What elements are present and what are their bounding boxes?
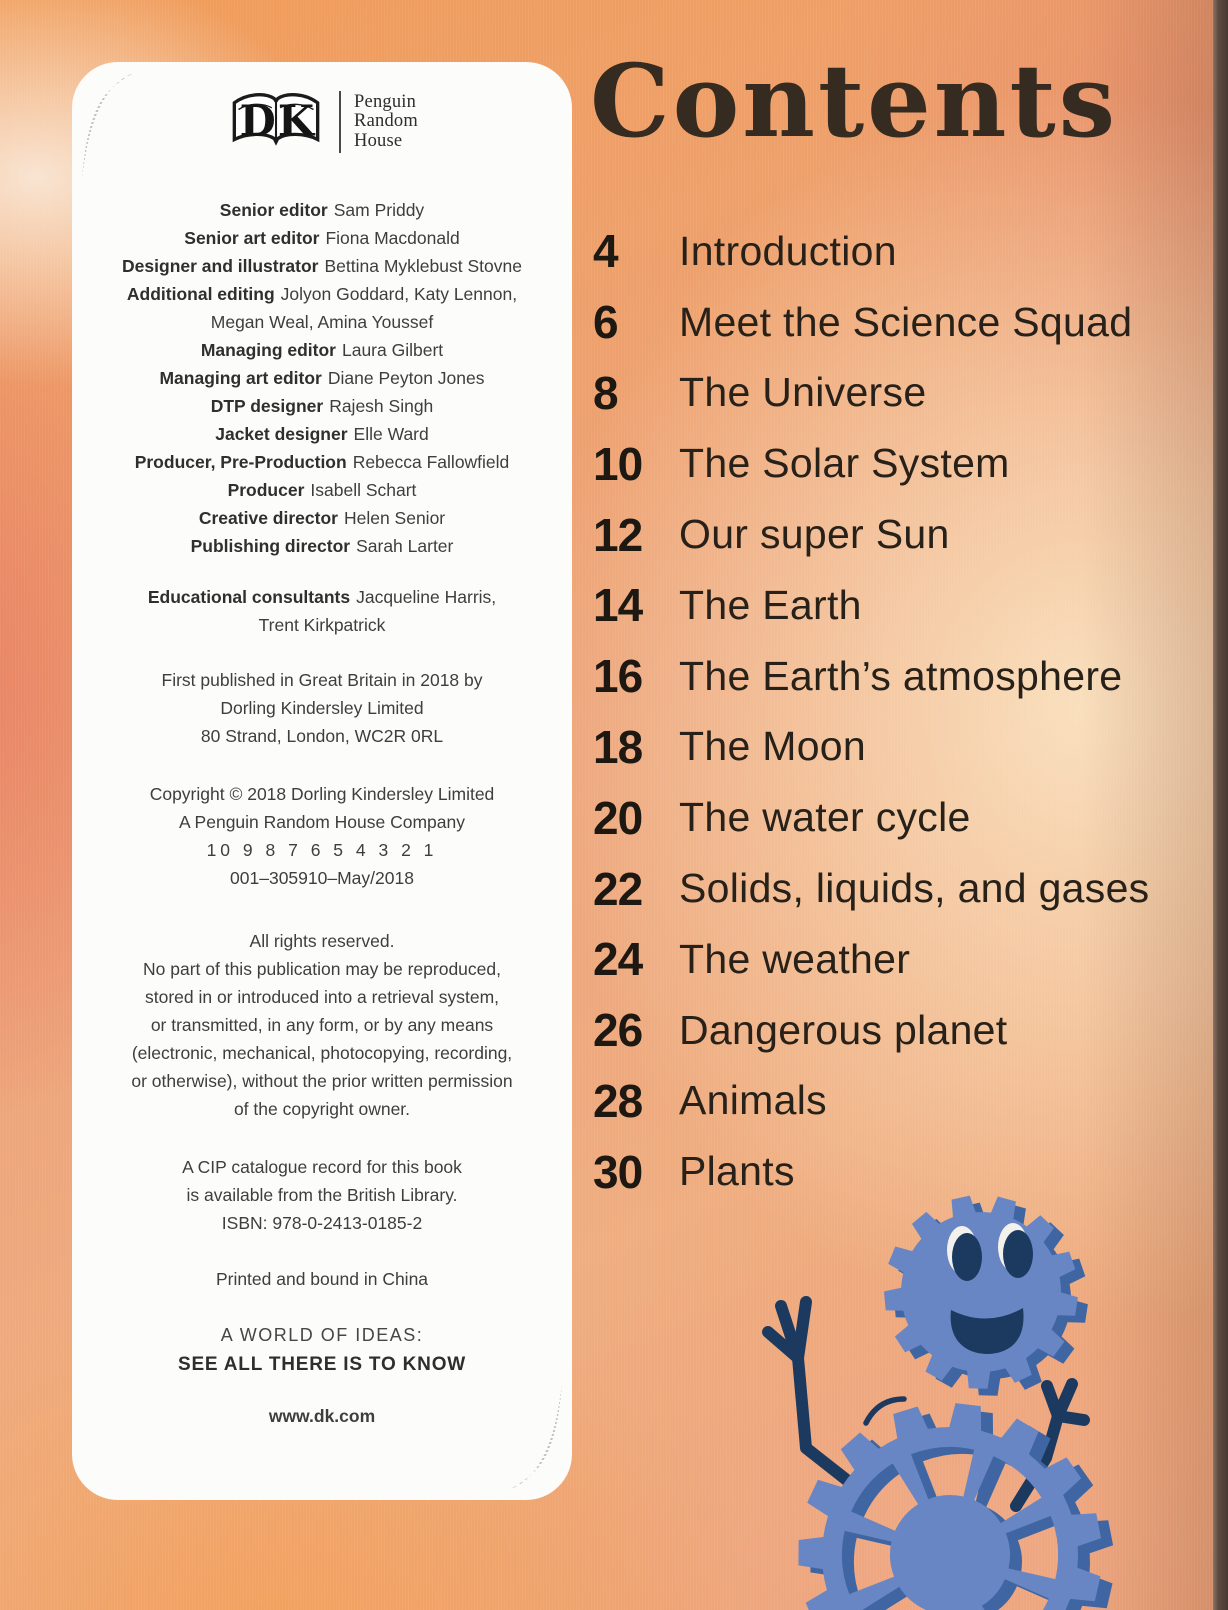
printed-block bbox=[72, 1265, 572, 1293]
dk-logo bbox=[226, 86, 326, 158]
toc-page-number: 4 bbox=[593, 225, 618, 278]
toc-item-title: The weather bbox=[679, 935, 911, 982]
credit-value: Sarah Larter bbox=[356, 536, 454, 556]
toc-row bbox=[593, 853, 1221, 924]
toc-page-number: 24 bbox=[593, 933, 643, 986]
credit-line bbox=[72, 280, 572, 308]
toc-row bbox=[593, 570, 1221, 641]
rights-line: (electronic, mechanical, photocopying, recording, bbox=[131, 1043, 513, 1063]
toc-page-number: 30 bbox=[593, 1145, 643, 1198]
rights-block bbox=[72, 927, 572, 1123]
toc-page-number: 10 bbox=[593, 437, 643, 490]
credit-label: Producer, Pre-Production bbox=[134, 452, 347, 472]
consultants-value: Jacqueline Harris, bbox=[356, 587, 497, 607]
smile-mouth-icon bbox=[951, 1308, 1024, 1354]
toc-item-title: Introduction bbox=[679, 227, 897, 274]
credit-label: Jacket designer bbox=[215, 424, 348, 444]
toc-item-title: The Universe bbox=[679, 369, 927, 416]
credit-label: Additional editing bbox=[126, 284, 275, 304]
dk-letter-k: K bbox=[277, 96, 315, 146]
credit-label: Producer bbox=[227, 480, 305, 500]
body-gear-shadow bbox=[810, 1410, 1113, 1610]
print-run-numbers: 10 9 8 7 6 5 4 3 2 1 bbox=[206, 840, 438, 860]
toc-item-title: The Earth bbox=[679, 581, 862, 628]
toc-page-number: 8 bbox=[593, 366, 618, 419]
credit-line bbox=[72, 364, 572, 392]
credit-line bbox=[72, 476, 572, 504]
contents-title: Contents bbox=[590, 42, 1119, 160]
toc-page-number: 26 bbox=[593, 1004, 643, 1057]
printed-line: Printed and bound in China bbox=[215, 1269, 429, 1289]
toc-page-number: 16 bbox=[593, 650, 643, 703]
credit-value: Jolyon Goddard, Katy Lennon, bbox=[280, 284, 518, 304]
toc-item-title: Plants bbox=[679, 1148, 795, 1195]
credit-line bbox=[72, 336, 572, 364]
toc-item-title: Dangerous planet bbox=[679, 1006, 1008, 1053]
toc-row bbox=[593, 428, 1221, 499]
rights-line: of the copyright owner. bbox=[233, 1099, 411, 1119]
credit-line bbox=[72, 392, 572, 420]
credit-line bbox=[72, 448, 572, 476]
rights-line: or transmitted, in any form, or by any means bbox=[150, 1015, 494, 1035]
credit-line bbox=[72, 308, 572, 336]
credit-value: Laura Gilbert bbox=[341, 340, 444, 360]
credit-value: Megan Weal, Amina Youssef bbox=[210, 312, 434, 332]
logo-divider bbox=[339, 91, 341, 153]
rights-line: All rights reserved. bbox=[249, 931, 395, 951]
toc-page-number: 22 bbox=[593, 862, 643, 915]
toc-item-title: Our super Sun bbox=[679, 511, 950, 558]
edition-code: 001–305910–May/2018 bbox=[230, 868, 414, 888]
cip-block bbox=[72, 1153, 572, 1237]
body-gear bbox=[798, 1403, 1101, 1610]
cip-line: A CIP catalogue record for this book bbox=[182, 1157, 462, 1177]
consultants-line bbox=[72, 583, 572, 611]
page-edge-shadow bbox=[1213, 0, 1228, 1610]
toc-page-number: 12 bbox=[593, 508, 643, 561]
copyright-line: A Penguin Random House Company bbox=[178, 812, 465, 832]
publisher-logo-row bbox=[72, 86, 572, 158]
head-gear-shadow bbox=[894, 1203, 1088, 1396]
isbn: ISBN: 978-0-2413-0185-2 bbox=[221, 1213, 423, 1233]
credit-value: Sam Priddy bbox=[333, 200, 425, 220]
toc-row bbox=[593, 1066, 1221, 1137]
credit-label: Managing editor bbox=[200, 340, 336, 360]
consultants-block bbox=[72, 583, 572, 639]
credit-value: Rajesh Singh bbox=[329, 396, 434, 416]
toc-page-number: 20 bbox=[593, 791, 643, 844]
table-of-contents bbox=[593, 216, 1221, 1207]
rights-line: stored in or introduced into a retrieval system, bbox=[144, 987, 500, 1007]
copyright-block bbox=[72, 780, 572, 892]
credit-line bbox=[72, 532, 572, 560]
credit-value: Elle Ward bbox=[353, 424, 429, 444]
toc-row bbox=[593, 216, 1221, 287]
gear-character-face bbox=[947, 1223, 1033, 1354]
toc-item-title: Animals bbox=[679, 1077, 827, 1124]
credit-line bbox=[72, 196, 572, 224]
penguin-random-house-wordmark bbox=[354, 93, 418, 152]
toc-row bbox=[593, 1136, 1221, 1207]
imprint-line: Penguin bbox=[354, 91, 417, 112]
publication-line: Dorling Kindersley Limited bbox=[220, 698, 424, 718]
toc-item-title: The Earth’s atmosphere bbox=[679, 652, 1123, 699]
toc-item-title: Meet the Science Squad bbox=[679, 298, 1133, 345]
consultants-label: Educational consultants bbox=[147, 587, 351, 607]
credit-label: Designer and illustrator bbox=[122, 256, 319, 276]
toc-row bbox=[593, 287, 1221, 358]
publication-line: 80 Strand, London, WC2R 0RL bbox=[200, 726, 444, 746]
credit-value: Rebecca Fallowfield bbox=[352, 452, 510, 472]
toc-row bbox=[593, 995, 1221, 1066]
toc-row bbox=[593, 924, 1221, 995]
head-gear bbox=[884, 1196, 1078, 1389]
toc-page-number: 28 bbox=[593, 1074, 643, 1127]
toc-item-title: The water cycle bbox=[679, 794, 971, 841]
credit-line bbox=[72, 224, 572, 252]
credit-label: Publishing director bbox=[190, 536, 351, 556]
right-eye-icon bbox=[1003, 1230, 1033, 1278]
credit-line bbox=[72, 420, 572, 448]
copyright-line: Copyright © 2018 Dorling Kindersley Limited bbox=[149, 784, 495, 804]
motion-line bbox=[866, 1399, 904, 1423]
toc-item-title: Solids, liquids, and gases bbox=[679, 865, 1150, 912]
credit-line bbox=[72, 252, 572, 280]
publication-block bbox=[72, 666, 572, 750]
credit-value: Fiona Macdonald bbox=[325, 228, 460, 248]
website-url: www.dk.com bbox=[268, 1406, 376, 1426]
rights-line: No part of this publication may be reproduced, bbox=[143, 959, 501, 979]
rights-line: or otherwise), without the prior written permission bbox=[131, 1071, 513, 1091]
gear-character-arms bbox=[768, 1302, 1084, 1506]
dk-letter-d: D bbox=[239, 96, 276, 146]
toc-row bbox=[593, 499, 1221, 570]
publication-line: First published in Great Britain in 2018 by bbox=[161, 670, 483, 690]
toc-row bbox=[593, 641, 1221, 712]
toc-row bbox=[593, 712, 1221, 783]
toc-item-title: The Solar System bbox=[679, 440, 1010, 487]
credit-label: Creative director bbox=[198, 508, 338, 528]
toc-page-number: 18 bbox=[593, 720, 643, 773]
credit-label: Managing art editor bbox=[159, 368, 322, 388]
slogan-block bbox=[72, 1320, 572, 1380]
imprint-line: Random bbox=[354, 111, 418, 132]
credits-block bbox=[72, 196, 572, 560]
toc-row bbox=[593, 358, 1221, 429]
consultants-line: Trent Kirkpatrick bbox=[258, 615, 386, 635]
toc-page-number: 14 bbox=[593, 579, 643, 632]
credit-label: DTP designer bbox=[210, 396, 324, 416]
toc-page-number: 6 bbox=[593, 296, 618, 349]
cip-line: is available from the British Library. bbox=[186, 1185, 458, 1205]
corner-swoosh-icon bbox=[508, 1382, 562, 1490]
toc-row bbox=[593, 782, 1221, 853]
right-eye-highlight bbox=[998, 1223, 1028, 1271]
credit-value: Helen Senior bbox=[343, 508, 446, 528]
credit-value: Isabell Schart bbox=[310, 480, 417, 500]
credit-line bbox=[72, 504, 572, 532]
credit-value: Diane Peyton Jones bbox=[327, 368, 485, 388]
credit-label: Senior editor bbox=[219, 200, 328, 220]
credit-value: Bettina Myklebust Stovne bbox=[324, 256, 522, 276]
left-eye-highlight bbox=[947, 1226, 977, 1274]
publisher-panel bbox=[72, 62, 572, 1500]
toc-item-title: The Moon bbox=[679, 723, 866, 770]
imprint-line: House bbox=[354, 130, 403, 151]
slogan-top: A WORLD OF IDEAS: bbox=[220, 1325, 424, 1345]
credit-label: Senior art editor bbox=[184, 228, 320, 248]
left-eye-icon bbox=[952, 1233, 982, 1281]
slogan-bottom: SEE ALL THERE IS TO KNOW bbox=[177, 1354, 467, 1375]
